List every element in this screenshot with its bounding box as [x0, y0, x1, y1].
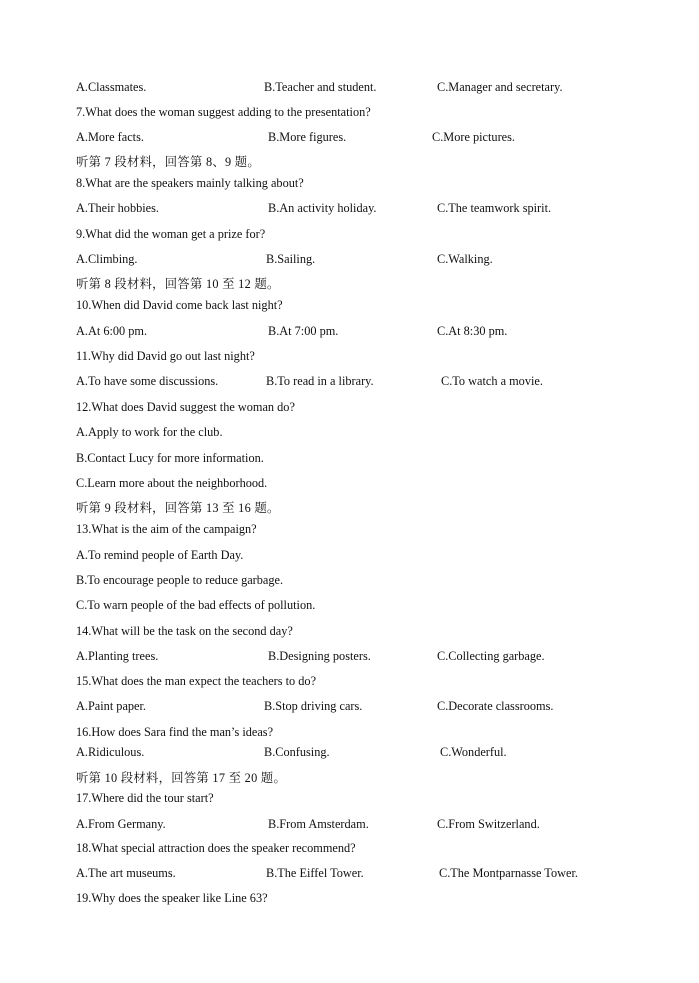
option-b: B.To read in a library.	[266, 374, 374, 388]
option-a: A.Paint paper.	[76, 699, 147, 713]
question-text: 7.What does the woman suggest adding to the presentation?	[76, 105, 371, 119]
section-heading: 听第 8 段材料，回答第 10 至 12 题。	[76, 277, 280, 291]
section-heading: 听第 10 段材料，回答第 17 至 20 题。	[76, 771, 287, 785]
question-text: 9.What did the woman get a prize for?	[76, 227, 266, 241]
option-a: A.At 6:00 pm.	[76, 324, 148, 338]
option-c: C.Decorate classrooms.	[437, 699, 554, 713]
option-c: C.From Switzerland.	[437, 817, 540, 831]
option-c: C.The teamwork spirit.	[437, 201, 552, 215]
option-c: C.Wonderful.	[440, 745, 507, 759]
option-c: C.Manager and secretary.	[437, 80, 563, 94]
question-text: 13.What is the aim of the campaign?	[76, 522, 257, 536]
option-b: B.From Amsterdam.	[268, 817, 369, 831]
option-c: C.At 8:30 pm.	[437, 324, 508, 338]
option-b: B.At 7:00 pm.	[268, 324, 339, 338]
option-a: A.To have some discussions.	[76, 374, 219, 388]
option-a: A.Climbing.	[76, 252, 138, 266]
option-b: B.Designing posters.	[268, 649, 371, 663]
question-text: 19.Why does the speaker like Line 63?	[76, 891, 268, 905]
option-line: B.Contact Lucy for more information.	[76, 451, 264, 465]
option-line: A.To remind people of Earth Day.	[76, 548, 244, 562]
option-row	[76, 130, 636, 145]
option-row	[76, 374, 636, 389]
option-b: B.Sailing.	[266, 252, 316, 266]
question-text: 10.When did David come back last night?	[76, 298, 283, 312]
option-c: C.Walking.	[437, 252, 493, 266]
option-line: A.Apply to work for the club.	[76, 425, 223, 439]
option-b: B.More figures.	[268, 130, 347, 144]
question-text: 14.What will be the task on the second day?	[76, 624, 293, 638]
option-row	[76, 817, 636, 832]
question-text: 18.What special attraction does the speaker recommend?	[76, 841, 356, 855]
option-a: A.Their hobbies.	[76, 201, 159, 215]
option-row	[76, 252, 636, 267]
option-b: B.Stop driving cars.	[264, 699, 363, 713]
option-row	[76, 80, 636, 95]
option-line: C.Learn more about the neighborhood.	[76, 476, 268, 490]
option-a: A.Planting trees.	[76, 649, 159, 663]
section-heading: 听第 7 段材料，回答第 8、9 题。	[76, 155, 261, 169]
option-line: B.To encourage people to reduce garbage.	[76, 573, 284, 587]
question-text: 8.What are the speakers mainly talking about?	[76, 176, 304, 190]
option-b: B.Teacher and student.	[264, 80, 377, 94]
option-c: C.The Montparnasse Tower.	[439, 866, 578, 880]
option-c: C.Collecting garbage.	[437, 649, 545, 663]
option-line: C.To warn people of the bad effects of pollution.	[76, 598, 316, 612]
option-row	[76, 324, 636, 339]
option-a: A.From Germany.	[76, 817, 166, 831]
option-row	[76, 699, 636, 714]
option-row	[76, 201, 636, 216]
question-text: 17.Where did the tour start?	[76, 791, 214, 805]
option-row	[76, 866, 636, 881]
option-b: B.An activity holiday.	[268, 201, 377, 215]
question-text: 12.What does David suggest the woman do?	[76, 400, 295, 414]
option-row	[76, 649, 636, 664]
option-a: A.Ridiculous.	[76, 745, 145, 759]
option-a: A.Classmates.	[76, 80, 147, 94]
option-a: A.More facts.	[76, 130, 144, 144]
option-row	[76, 745, 636, 760]
option-c: C.To watch a movie.	[441, 374, 543, 388]
option-b: B.The Eiffel Tower.	[266, 866, 364, 880]
question-text: 15.What does the man expect the teachers to do?	[76, 674, 317, 688]
question-text: 11.Why did David go out last night?	[76, 349, 255, 363]
option-a: A.The art museums.	[76, 866, 176, 880]
section-heading: 听第 9 段材料，回答第 13 至 16 题。	[76, 501, 280, 515]
question-text: 16.How does Sara find the man’s ideas?	[76, 725, 274, 739]
option-c: C.More pictures.	[432, 130, 515, 144]
option-b: B.Confusing.	[264, 745, 330, 759]
